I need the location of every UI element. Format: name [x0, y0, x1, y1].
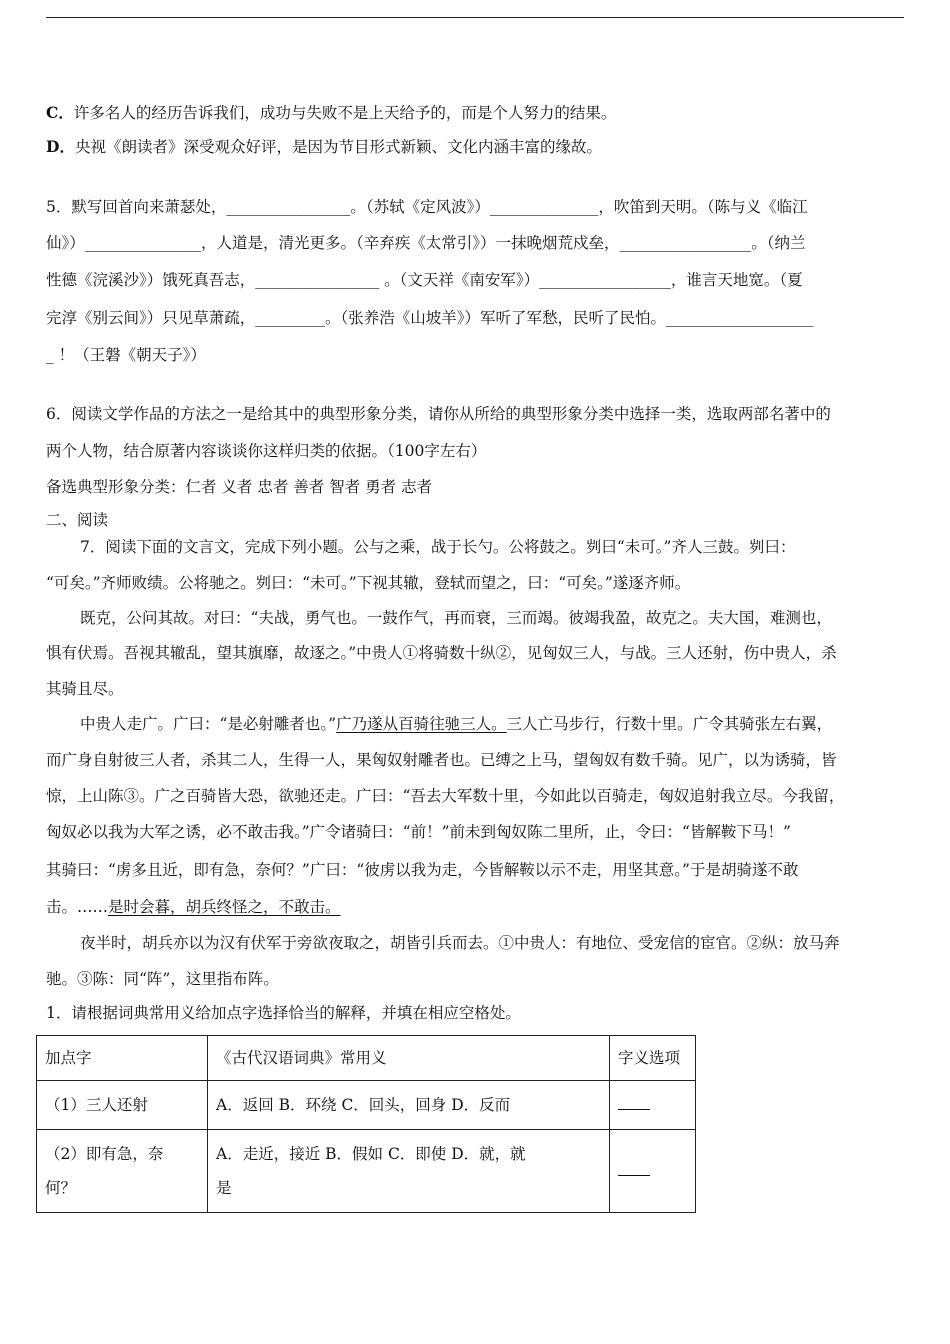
section-heading: 二、阅读: [46, 511, 109, 529]
q7-line8: 惊，上山陈③。广之百骑皆大恐，欲驰还走。广曰：“吾去大军数十里，今如此以百骑走，匈奴追射我立尽。今我留，: [46, 787, 845, 805]
header-word: 加点字: [37, 1036, 208, 1081]
row1-word: （1）三人还射: [37, 1081, 208, 1130]
table-row: [37, 1081, 696, 1130]
q7-line3: 既克，公问其故。对曰：“夫战，勇气也。一鼓作气，再而衰，三而竭。彼竭我盈，故克之。夫大国，难测也，: [80, 609, 832, 627]
q5-line5: _ ！（王磐《朝天子》）: [46, 346, 206, 364]
q6-line2: 两个人物，结合原著内容谈谈你这样归类的依据。（100字左右）: [46, 442, 487, 460]
row2-answer-blank[interactable]: [610, 1130, 696, 1213]
q7-line12: 夜半时，胡兵亦以为汉有伏军于旁欲夜取之，胡皆引兵而去。①中贵人：有地位、受宠信的宦官。②纵：放马奔: [80, 934, 840, 952]
q5-line3: 性德《浣溪沙》）饿死真吾志，________________ 。（文天祥《南安军》）_________________，谁言天地宽。（夏: [46, 271, 803, 289]
q6-line3: 备选典型形象分类：仁者 义者 忠者 善者 智者 勇者 志者: [46, 478, 433, 496]
q7-line1: 7．阅读下面的文言文，完成下列小题。公与之乘，战于长勺。公将鼓之。刿曰“未可。”齐人三鼓。刿曰：: [80, 538, 796, 556]
q7-line6: 中贵人走广。广曰：“是必射雕者也。”广乃遂从百骑往驰三人。三人亡马步行，行数十里。广令其骑张左右翼，: [80, 715, 833, 733]
top-rule: [46, 17, 904, 18]
q7-line9: 匈奴必以我为大军之诱，必不敢击我。”广令诸骑曰：“前！”前未到匈奴陈二里所，止，令曰：“皆解鞍下马！”: [46, 823, 791, 841]
header-meaning: 《古代汉语词典》常用义: [208, 1036, 610, 1081]
table-header-row: [37, 1036, 696, 1081]
q7-line2: “可矣。”齐师败绩。公将驰之。刿曰：“未可。”下视其辙，登轼而望之，曰：“可矣。”遂逐齐师。: [46, 574, 691, 592]
q7-line5: 其骑且尽。: [46, 680, 124, 698]
row1-answer-blank[interactable]: [610, 1081, 696, 1130]
underlined-sentence-1: 广乃遂从百骑往驰三人。: [336, 715, 507, 733]
option-c: C．许多名人的经历告诉我们，成功与失败不是上天给予的，而是个人努力的结果。: [46, 103, 617, 122]
q7-line4: 惧有伏焉。吾视其辙乱，望其旗靡，故逐之。”中贵人①将骑数十纵②，见匈奴三人，与战。三人还射，伤中贵人，杀: [46, 644, 837, 662]
underlined-sentence-2: 是时会暮，胡兵终怪之，不敢击。: [108, 898, 341, 916]
q7-line11: 击。……是时会暮，胡兵终怪之，不敢击。: [46, 898, 341, 916]
q6-line1: 6．阅读文学作品的方法之一是给其中的典型形象分类，请你从所给的典型形象分类中选择一类，选取两部名著中的: [46, 405, 831, 423]
q7-line10: 其骑曰：“虏多且近，即有急，奈何？”广曰：“彼虏以我为走，今皆解鞍以示不走，用坚其意。”于是胡骑遂不敢: [46, 861, 799, 879]
q5-line2: 仙》）_______________，人道是，清光更多。（辛弃疾《太常引》）一抹晚烟荒戍垒，_________________。（纳兰: [46, 234, 806, 252]
sub-question-prompt: 1．请根据词典常用义给加点字选择恰当的解释，并填在相应空格处。: [46, 1004, 521, 1022]
table-row: [37, 1130, 696, 1213]
vocab-table: [36, 1035, 696, 1213]
q5-line4: 完淳《别云间》）只见草萧疏，_________。（张养浩《山坡羊》）军听了军愁，民听了民怕。___________________: [46, 309, 814, 327]
q5-line1: 5．默写回首向来萧瑟处，________________。（苏轼《定风波》）______________，吹笛到天明。（陈与义《临江: [46, 198, 808, 216]
row2-meanings: A．走近，接近 B．假如 C．即使 D．就，就 是: [208, 1130, 610, 1213]
row2-word: （2）即有急，奈 何？: [37, 1130, 208, 1213]
option-d: D．央视《朗读者》深受观众好评，是因为节目形式新颖、文化内涵丰富的缘故。: [46, 137, 602, 156]
row1-meanings: A．返回 B．环绕 C．回头，回身 D．反而: [208, 1081, 610, 1130]
q7-line13: 驰。③陈：同“阵”，这里指布阵。: [46, 970, 279, 988]
q7-line7: 而广身自射彼三人者，杀其二人，生得一人，果匈奴射雕者也。已缚之上马，望匈奴有数千骑。见广，以为诱骑，皆: [46, 751, 837, 769]
header-option: 字义选项: [610, 1036, 696, 1081]
